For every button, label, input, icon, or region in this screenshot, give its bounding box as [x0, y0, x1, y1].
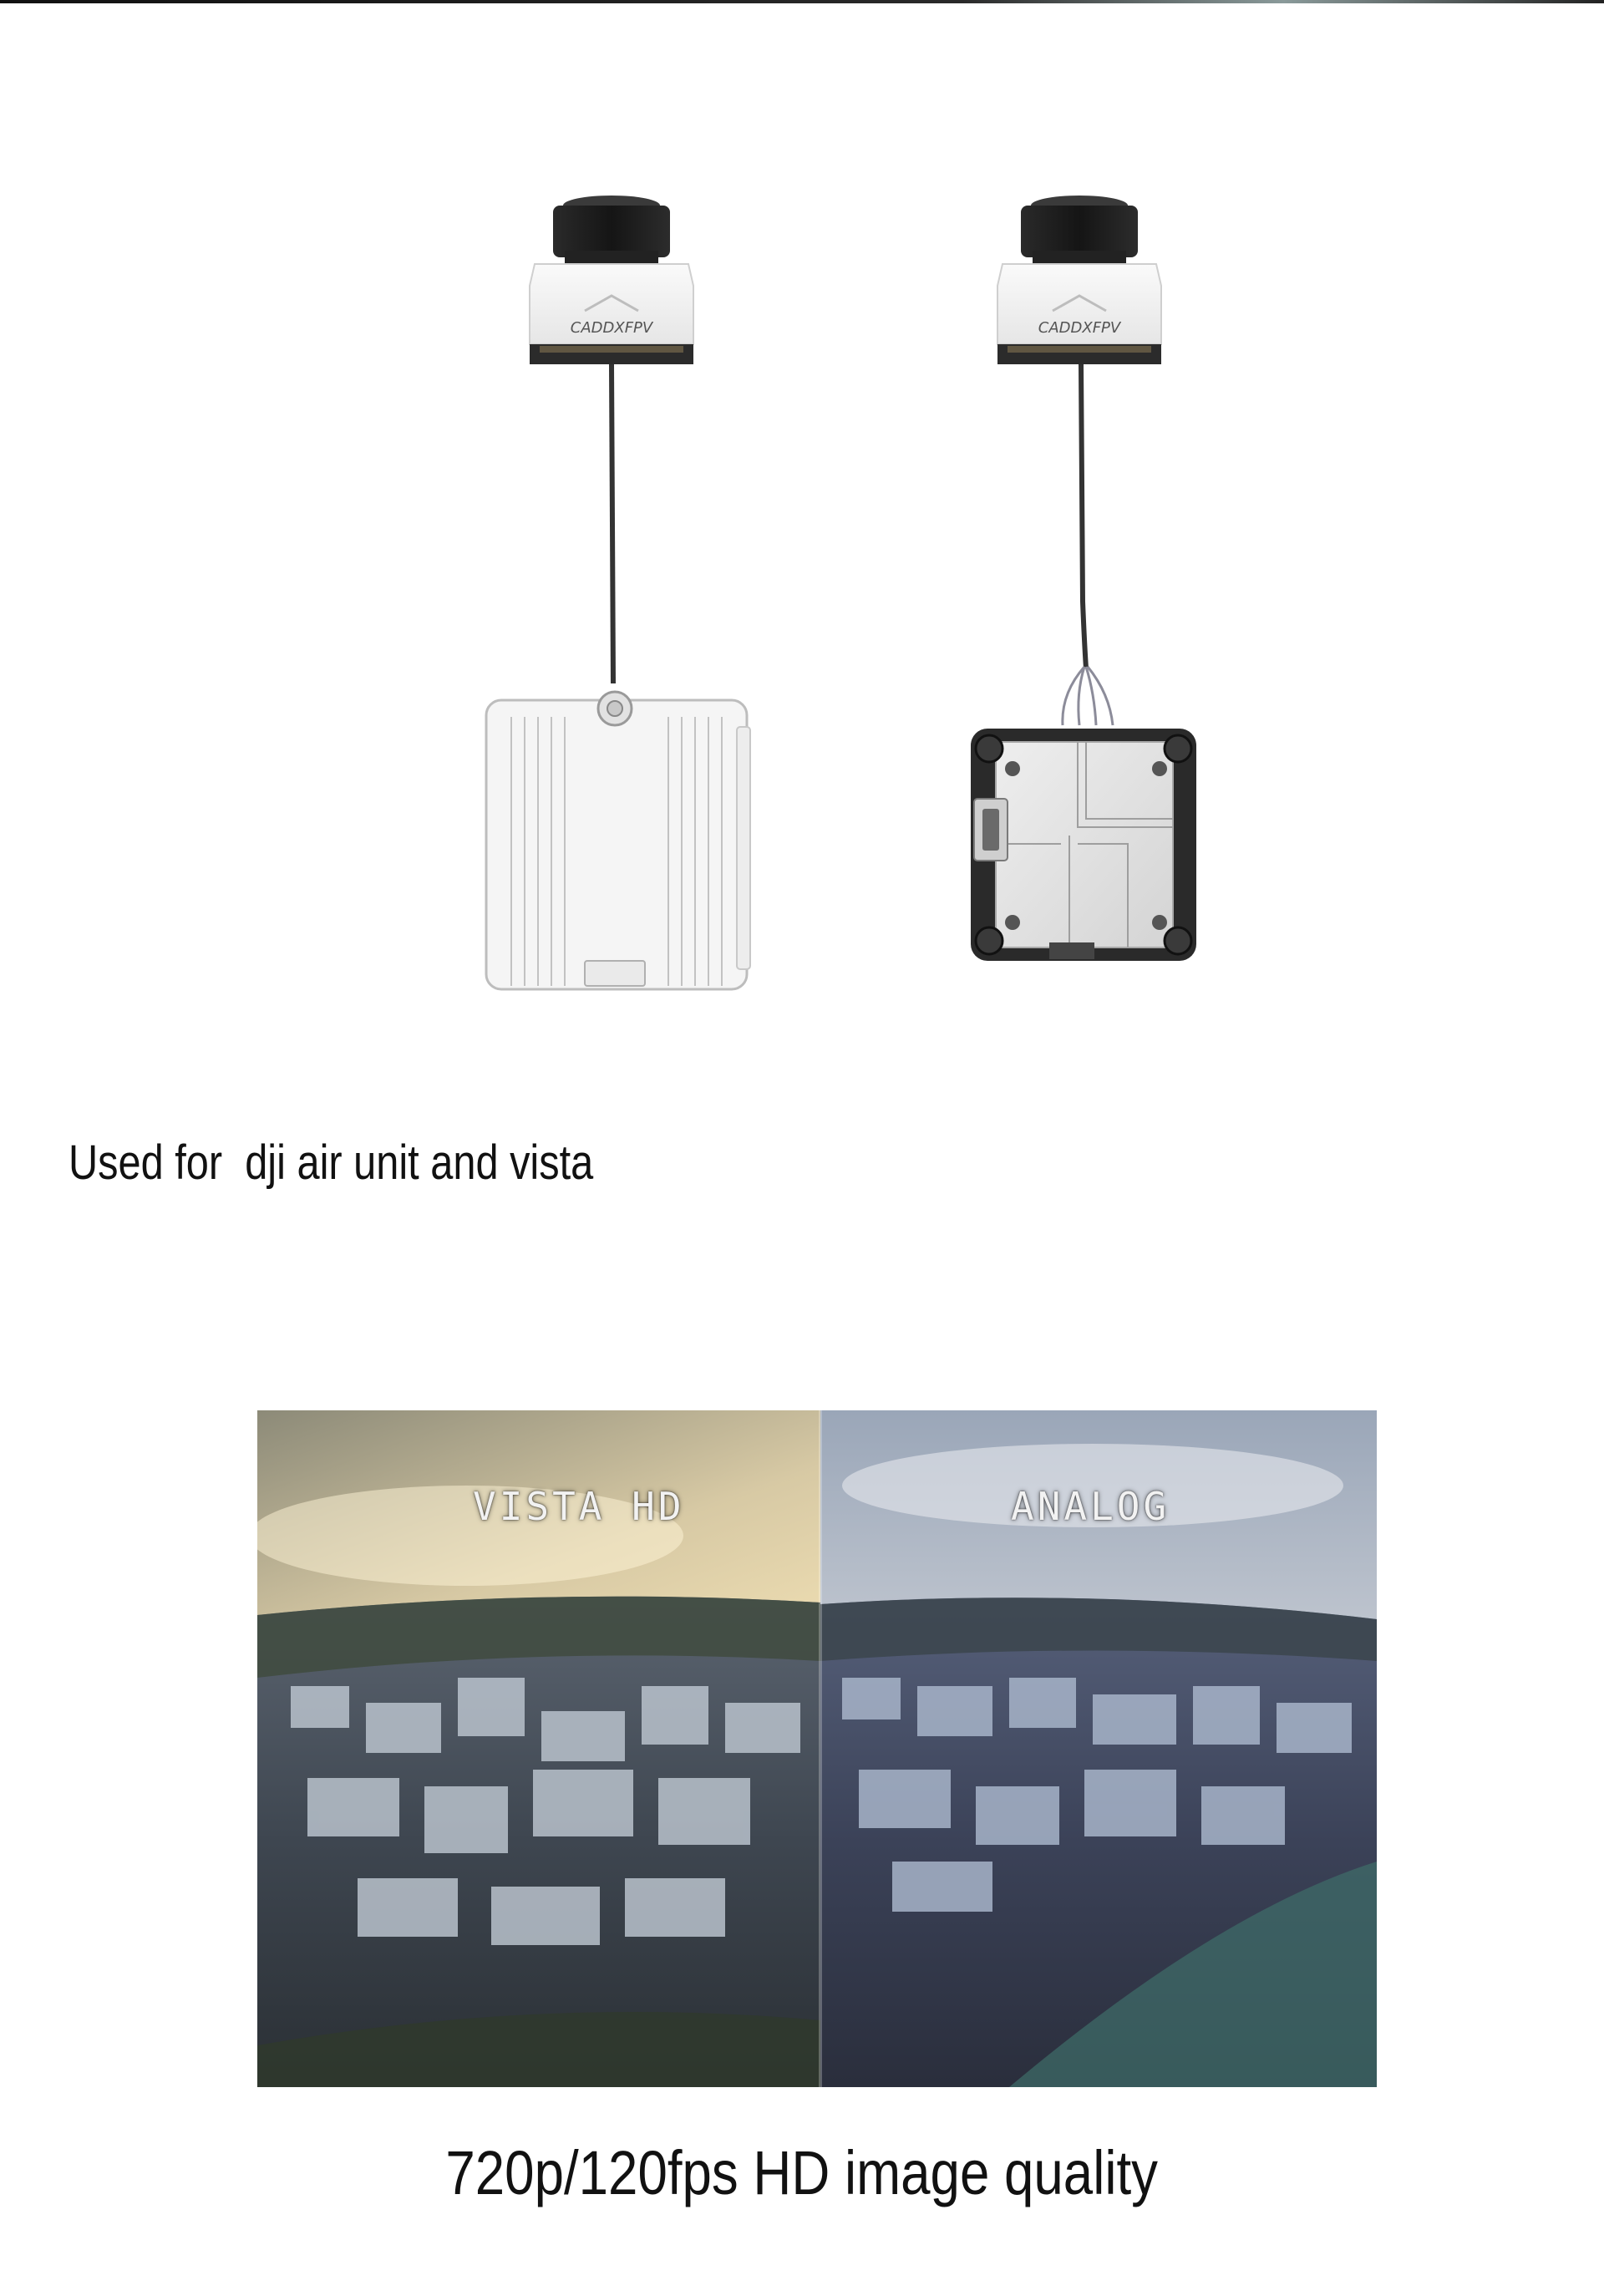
svg-text:CADDXFPV: CADDXFPV: [1038, 319, 1121, 337]
camera-right: [997, 196, 1161, 364]
svg-text:CADDXFPV: CADDXFPV: [570, 319, 653, 337]
air-unit-module: [486, 692, 750, 989]
camera-left: [530, 196, 693, 364]
comparison-image: [257, 1410, 1377, 2087]
vista-hd-label: VISTA HD: [473, 1484, 685, 1529]
cable-right: [1081, 364, 1086, 668]
aerial-city-photo: [257, 1410, 1377, 2087]
vista-module: [971, 729, 1196, 961]
usage-caption: Used for dji air unit and vista: [69, 1135, 594, 1190]
ribbon-wires: [1063, 667, 1113, 725]
quality-caption-text: 720p/120fps HD image quality: [445, 2138, 1159, 2207]
quality-caption: [0, 2137, 1604, 2208]
product-illustration: [0, 0, 1604, 1044]
analog-label: ANALOG: [1011, 1484, 1170, 1529]
cable-left: [612, 364, 613, 683]
